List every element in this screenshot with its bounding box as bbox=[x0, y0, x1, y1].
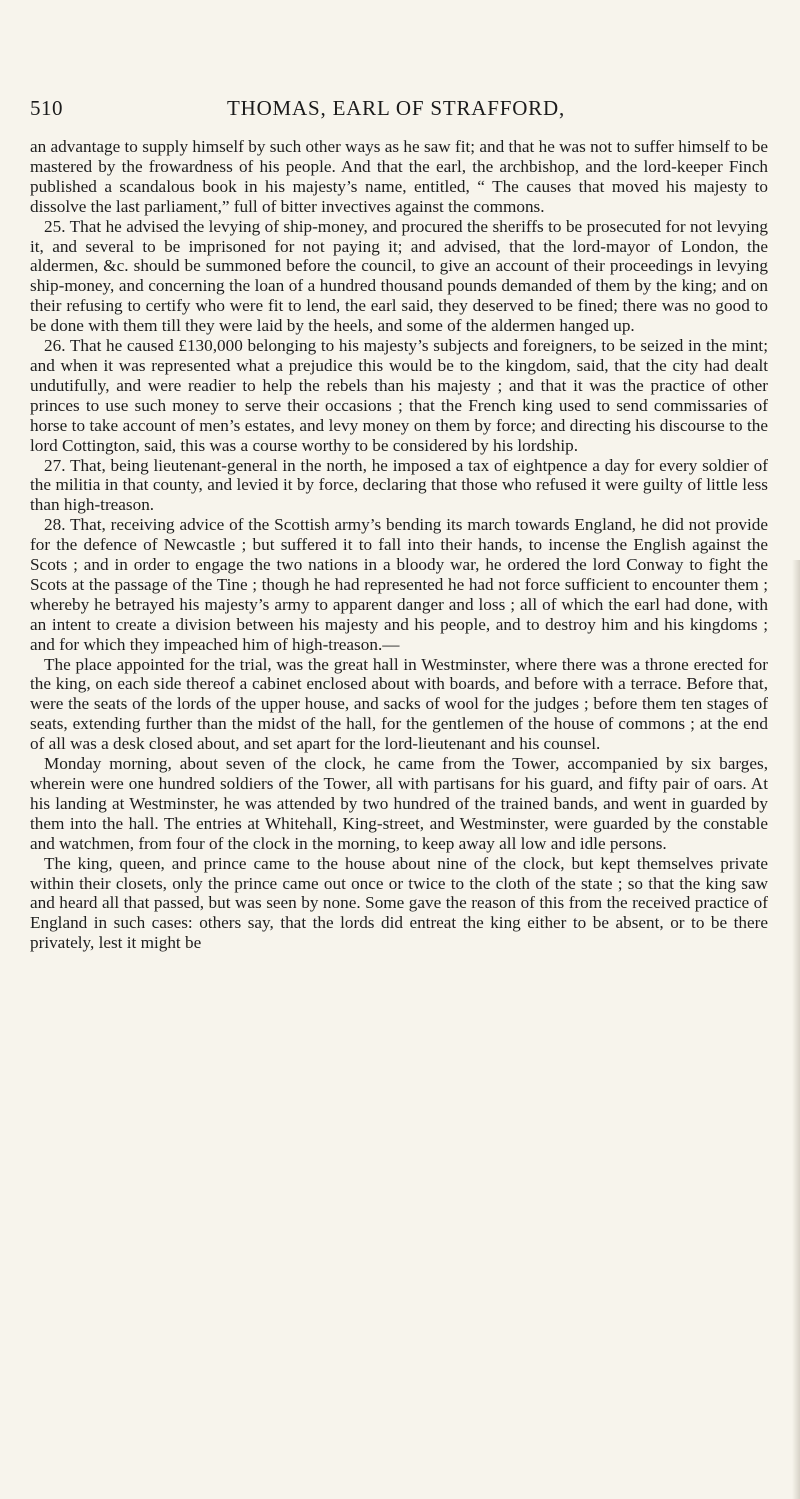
paragraph-continuation: an advantage to supply himself by such other ways as he saw fit; and that he was not to suffer himself to be mastered by the frowardness of his people. And that the earl, the archbishop, and the lord-keeper Finch published a scandalous book in his majesty’s name, entitled, “ The causes that moved his majesty to dissolve the last parliament,” full of bitter invectives against the commons. bbox=[30, 137, 768, 216]
paragraph-article-28: 28. That, receiving advice of the Scottish army’s bending its march towards England, he did not provide for the defence of Newcastle ; but suffered it to fall into their hands, to incense the English against the Scots ; and in order to engage the two nations in a bloody war, he ordered the lord Conway to fight the Scots at the passage of the Tine ; though he had represented he had not force sufficient to encounter them ; whereby he betrayed his majesty’s army to apparent danger and loss ; all of which the earl had done, with an intent to create a division between his majesty and his people, and to destroy him and his kingdoms ; and for which they impeached him of high-treason.— bbox=[30, 515, 768, 654]
paragraph-monday-morning: Monday morning, about seven of the clock, he came from the Tower, accompanied by six barges, wherein were one hundred soldiers of the Tower, all with partisans for his guard, and fifty pair of oars. At his landing at Westminster, he was attended by two hundred of the trained bands, and went in guarded by them into the hall. The entries at Whitehall, King-street, and Westminster, were guarded by the constable and watchmen, from four of the clock in the morning, to keep away all low and idle persons. bbox=[30, 754, 768, 853]
paragraph-trial-place: The place appointed for the trial, was the great hall in Westminster, where there was a throne erected for the king, on each side thereof a cabinet enclosed about with boards, and before with a terrace. Before that, were the seats of the lords of the upper house, and sacks of wool for the judges ; before them ten stages of seats, extending further than the midst of the hall, for the gentlemen of the house of commons ; at the end of all was a desk closed about, and set apart for the lord-lieutenant and his counsel. bbox=[30, 654, 768, 754]
paragraph-article-27: 27. That, being lieutenant-general in the north, he imposed a tax of eightpence a day for every soldier of the militia in that county, and levied it by force, declaring that those who refused it were guilty of little less than high-treason. bbox=[30, 455, 768, 515]
paragraph-article-26: 26. That he caused £130,000 belonging to his majesty’s subjects and foreigners, to be seized in the mint; and when it was represented what a prejudice this would be to the kingdom, said, that the city had dealt undutifully, and were readier to help the rebels than his majesty ; and that it was the practice of other princes to use such money to serve their occasions ; that the French king used to send commissaries of horse to take account of men’s estates, and levy money on them by force; and directing his discourse to the lord Cottington, said, this was a course worthy to be considered by his lordship. bbox=[30, 336, 768, 455]
body-text bbox=[30, 137, 768, 953]
paragraph-king-queen-prince: The king, queen, and prince came to the house about nine of the clock, but kept themselves private within their closets, only the prince came out once or twice to the cloth of the state ; so that the king saw and heard all that passed, but was seen by none. Some gave the reason of this from the received practice of England in such cases: others say, that the lords did entreat the king either to be absent, or to be there privately, lest it might be bbox=[30, 853, 768, 953]
page-number: 510 bbox=[30, 96, 63, 120]
paragraph-article-25: 25. That he advised the levying of ship-money, and procured the sheriffs to be prosecuted for not levying it, and several to be imprisoned for not paying it; and advised, that the lord-mayor of London, the aldermen, &c. should be summoned before the council, to give an account of their proceedings in levying ship-money, and concerning the loan of a hundred thousand pounds demanded of them by the king; and on their refusing to certify who were fit to lend, the earl said, they deserved to be fined; there was no good to be done with them till they were laid by the heels, and some of the aldermen hanged up. bbox=[30, 216, 768, 336]
page-header bbox=[30, 96, 770, 126]
running-head: THOMAS, EARL OF STRAFFORD, bbox=[227, 96, 565, 120]
page-edge-shadow bbox=[792, 560, 800, 1499]
